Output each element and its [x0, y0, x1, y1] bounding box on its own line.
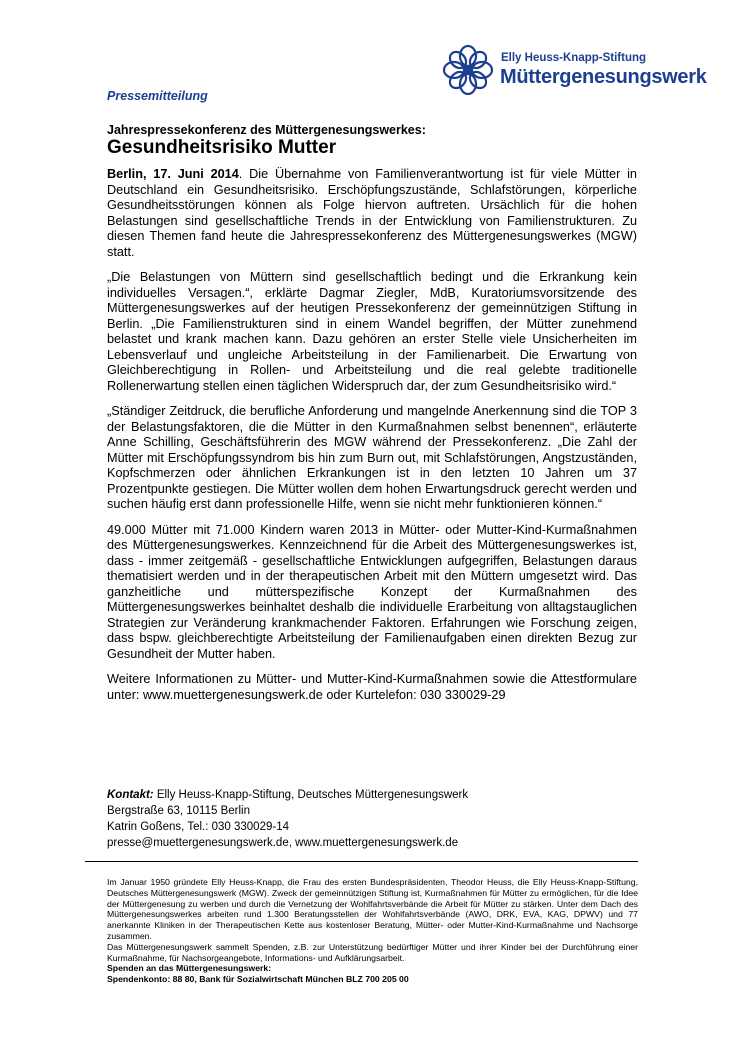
footer-donation-account: Spendenkonto: 88 80, Bank für Sozialwirtschaft München BLZ 700 205 00 [107, 974, 409, 985]
page-title: Gesundheitsrisiko Mutter [107, 137, 337, 158]
paragraph-2: „Die Belastungen von Müttern sind gesellschaftlich bedingt und die Erkrankung kein individuelles Versagen.“, erklärte Dagmar Ziegler, MdB, Kuratoriumsvorsitzende des Müttergenesungswerkes auf der heutigen Pressekonferenz der gemeinnützigen Stiftung in Berlin. „Die Familienstrukturen sind in einem Wandel begriffen, der Mütter zunehmend belastet und krank machen kann. Dazu gehören an erster Stelle viele Unsicherheiten im Lebensverlauf und ungleiche Arbeitsteilung in der Familienarbeit. Die Erwartung von Gleichberechtigung in Rollen- und Arbeitsteilung und die real gelebte traditionelle Rollenerwartung stellen einen täglichen Widerspruch dar, der zum Gesundheitsrisiko wird.“ [107, 270, 637, 393]
logo-brand-name: Müttergenesungswerk [500, 66, 707, 88]
contact-web: presse@muettergenesungswerk.de, www.muettergenesungswerk.de [107, 837, 459, 849]
headline-kicker: Jahrespressekonferenz des Müttergenesungswerkes: [107, 123, 426, 137]
paragraph-1-text: . Die Übernahme von Familienverantwortung ist für viele Mütter in Deutschland ein Gesundheitsrisiko. Erschöpfungszustände, Schlafstörungen, körperliche Gesundheitsstörungen können als Folge hiervon auftreten. Ursächlich für die hohen Belastungen sind gesellschaftliche Trends in der Entwicklung von Familienstrukturen. Zu diesen Themen fand heute die Jahrespressekonferenz des Müttergenesungswerkes (MGW) statt. [107, 167, 637, 259]
organization-logo [442, 44, 707, 96]
paragraph-4: 49.000 Mütter mit 71.000 Kindern waren 2013 in Mütter- oder Mutter-Kind-Kurmaßnahmen des Müttergenesungswerkes. Kennzeichnend für die Arbeit des Müttergenesungswerkes ist, dass - immer zeitgemäß - gesellschaftliche Entwicklungen aufgegriffen, Belastungen daraus thematisiert werden und in der therapeutischen Arbeit mit den Müttern umgesetzt wird. Das ganzheitliche und mütterspezifische Konzept der Kurmaßnahmen des Müttergenesungswerkes beinhaltet deshalb die individuelle Erarbeitung von alltagstauglichen Strategien zur Veränderung krankmachender Faktoren. Erfahrungen wie Forschung zeigen, dass bspw. gleichberechtigte Arbeitsteilung der Familienaufgaben einen direkten Bezug zur Gesundheit der Mutter haben. [107, 522, 637, 661]
article-body [107, 167, 637, 713]
footer-divider [85, 861, 638, 862]
logo-foundation-name: Elly Heuss-Knapp-Stiftung [501, 52, 647, 64]
contact-org: Elly Heuss-Knapp-Stiftung, Deutsches Müttergenesungswerk [153, 789, 469, 801]
footer-donations: Das Müttergenesungswerk sammelt Spenden, z.B. zur Unterstützung bedürftiger Mütter und ihrer Kinder bei der Durchführung einer Kurmaßnahme, für Nachsorgeangebote, Informations- und Aufklärungsarbeit. [107, 941, 638, 963]
paragraph-5: Weitere Informationen zu Mütter- und Mutter-Kind-Kurmaßnahmen sowie die Attestformulare unter: www.muettergenesungswerk.de oder Kurtelefon: 030 330029-29 [107, 672, 637, 702]
paragraph-3: „Ständiger Zeitdruck, die berufliche Anforderung und mangelnde Anerkennung sind die TOP 3 der Belastungsfaktoren, die die Mütter in den Kurmaßnahmen selbst benennen“, erläuterte Anne Schilling, Geschäftsführerin des MGW während der Pressekonferenz. „Die Zahl der Mütter mit Erschöpfungssyndrom bis hin zum Burn out, mit Schlafstörungen, Angstzuständen, Kopfschmerzen oder ähnlichen Erkrankungen ist in den letzten 10 Jahren um 37 Prozentpunkte gestiegen. Die Mütter wollen dem hohen Erwartungsdruck gerecht werden und suchen häufig erst dann professionelle Hilfe, wenn sie nicht mehr funktionieren können.“ [107, 404, 637, 511]
dateline: Berlin, 17. Juni 2014 [107, 167, 239, 181]
contact-line-org [107, 787, 468, 803]
document-type-label: Pressemitteilung [107, 89, 208, 103]
footer-about: Im Januar 1950 gründete Elly Heuss-Knapp, die Frau des ersten Bundespräsidenten, Theodor Heuss, die Elly Heuss-Knapp-Stiftung, Deutsches Müttergenesungswerk (MGW). Zweck der gemeinnützigen Stiftung ist, Kurmaßnahmen für Mütter zu ermöglichen, für die Idee der Müttergenesung zu werben und durch die Vernetzung der Wohlfahrtsverbände die Arbeit für Mütter zu stärken. Unter dem Dach des Müttergenesungswerkes arbeiten rund 1.300 Beratungsstellen der Wohlfahrtsverbände (AWO, DRK, EVA, KAG, DPWV) und 77 anerkannte Kliniken in der Therapeutischen Kette aus kostenloser Beratung, Mütter- oder Mutter-Kind-Kurmaßnahme und Nachsorge zusammen. [107, 877, 638, 941]
contact-block [107, 787, 468, 851]
contact-address: Bergstraße 63, 10115 Berlin [107, 805, 250, 817]
paragraph-1 [107, 167, 637, 260]
flower-logo-icon [442, 44, 494, 96]
footer-block [107, 877, 638, 985]
contact-label: Kontakt: [107, 789, 154, 801]
contact-person: Katrin Goßens, Tel.: 030 330029-14 [107, 821, 289, 833]
footer-donation-heading: Spenden an das Müttergenesungswerk: [107, 963, 272, 974]
